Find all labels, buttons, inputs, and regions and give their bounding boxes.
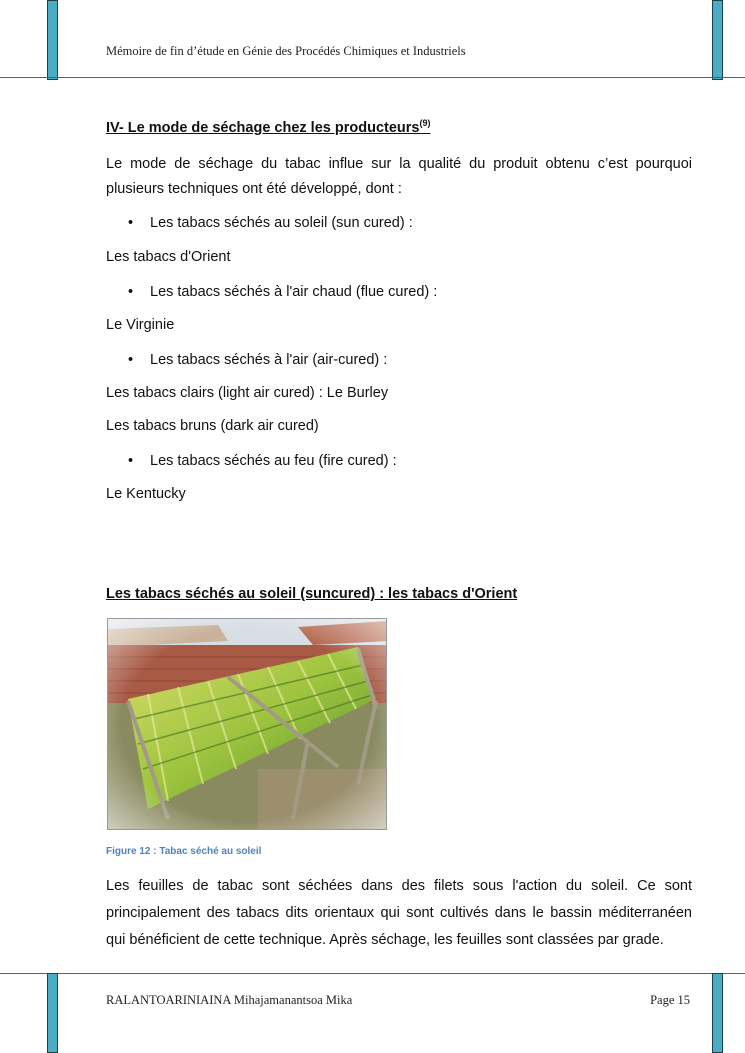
bullet-dot-icon: • <box>128 352 134 368</box>
intro-paragraph <box>106 152 692 202</box>
section-heading-text: IV- Le mode de séchage chez les producteurs <box>106 120 420 136</box>
example-orient: Les tabacs d'Orient <box>106 249 231 265</box>
bullet-text: Les tabacs séchés au feu (fire cured) : <box>150 453 397 469</box>
section-heading <box>106 120 430 136</box>
example-dark-air: Les tabacs bruns (dark air cured) <box>106 418 319 434</box>
footer-rule <box>0 973 745 974</box>
para-line-2: principalement des tabacs dits orientaux qui sont cultivés dans le bassin méditerranéen <box>106 905 692 921</box>
bullet-item-fire-cured <box>128 453 397 469</box>
bullet-dot-icon: • <box>128 284 134 300</box>
bullet-item-air-cured <box>128 352 387 368</box>
bullet-dot-icon: • <box>128 453 134 469</box>
header-right-bar <box>712 0 723 80</box>
section-heading-reference: (9) <box>419 118 431 129</box>
page-number: Page 15 <box>650 993 690 1007</box>
bullet-dot-icon: • <box>128 215 134 231</box>
footer-right-bar <box>712 973 723 1053</box>
figure-caption: Figure 12 : Tabac séché au soleil <box>106 846 262 857</box>
para-line-1: Les feuilles de tabac sont séchées dans des filets sous l'action du soleil. Ce sont <box>106 878 692 894</box>
example-virginie: Le Virginie <box>106 317 175 333</box>
header-left-bar <box>47 0 58 80</box>
bullet-text: Les tabacs séchés à l'air chaud (flue cured) : <box>150 284 438 300</box>
para-line-3: qui bénéficient de cette technique. Après séchage, les feuilles sont classées par grade. <box>106 932 664 948</box>
example-kentucky: Le Kentucky <box>106 486 186 502</box>
header-title: Mémoire de fin d’étude en Génie des Procédés Chimiques et Industriels <box>106 44 466 58</box>
bullet-text: Les tabacs séchés au soleil (sun cured) : <box>150 215 413 231</box>
intro-line-2: plusieurs techniques ont été développé, dont : <box>106 181 402 197</box>
example-burley: Les tabacs clairs (light air cured) : Le Burley <box>106 385 389 401</box>
tobacco-drying-photo <box>107 618 387 830</box>
intro-line-1: Le mode de séchage du tabac influe sur la qualité du produit obtenu c’est pourquoi <box>106 156 692 172</box>
bullet-item-sun-cured <box>128 215 413 231</box>
footer-left-bar <box>47 973 58 1053</box>
tobacco-drying-illustration <box>108 619 387 830</box>
header-rule <box>0 77 745 78</box>
bullet-text: Les tabacs séchés à l'air (air-cured) : <box>150 352 388 368</box>
footer-author: RALANTOARINIAINA Mihajamanantsoa Mika <box>106 993 353 1007</box>
bullet-item-flue-cured <box>128 284 437 300</box>
suncured-paragraph <box>106 873 692 954</box>
subsection-heading: Les tabacs séchés au soleil (suncured) : les tabacs d'Orient <box>106 586 518 602</box>
